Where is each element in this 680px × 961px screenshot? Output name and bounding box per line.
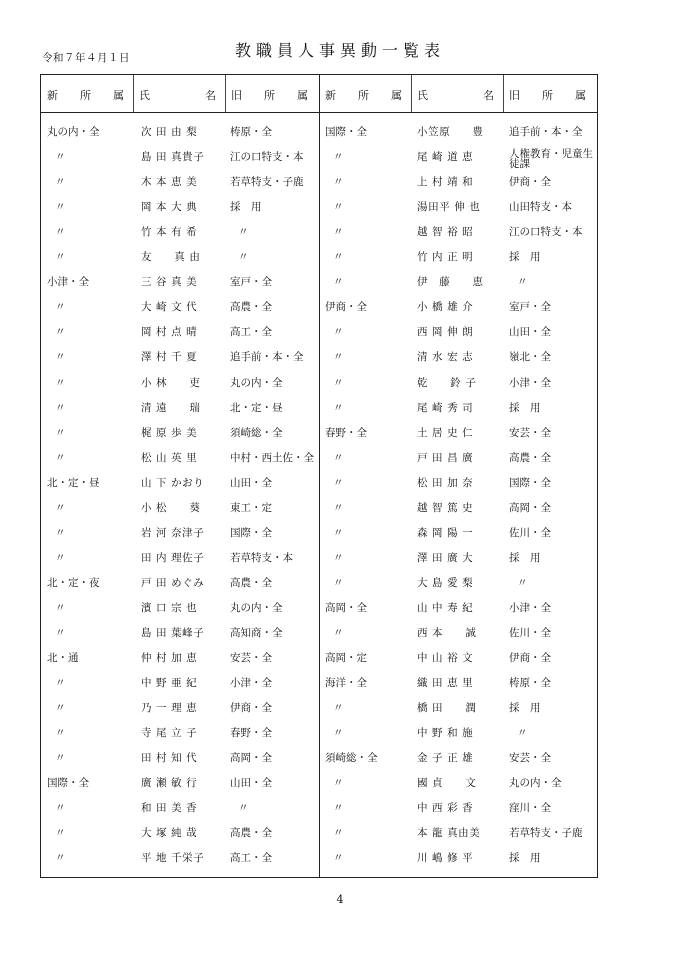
left-old-post: 東工・定 [230, 501, 272, 514]
left-old-post: 室戸・全 [230, 276, 272, 289]
left-new-post: 〃 [55, 802, 66, 815]
left-old-post: 追手前・本・全 [230, 351, 304, 364]
right-old-post: 嶺北・全 [509, 351, 551, 364]
left-old-post: 須崎総・全 [230, 426, 283, 439]
table-row [41, 326, 597, 351]
left-new-post: 国際・全 [47, 777, 89, 790]
right-new-post: 〃 [333, 451, 344, 464]
right-new-post: 〃 [333, 151, 344, 164]
left-new-post: 北・通 [47, 652, 79, 665]
left-name: 寺 尾 立 子 [141, 727, 198, 740]
left-name: 三 谷 真 美 [141, 276, 198, 289]
table-row [41, 276, 597, 301]
left-name: 島 田 葉峰子 [141, 627, 205, 639]
right-name: 竹 内 正 明 [417, 251, 474, 264]
header-separator [133, 75, 134, 112]
left-old-post: 高工・全 [230, 326, 272, 339]
right-old-post: 高岡・全 [509, 501, 551, 514]
right-name: 越 智 篤 史 [417, 501, 474, 514]
left-name: 大 塚 純 哉 [141, 827, 198, 840]
left-old-post: 若草特支・本 [230, 551, 293, 564]
right-old-post: 国際・全 [509, 476, 551, 489]
right-old-post: 佐川・全 [509, 627, 551, 639]
left-name: 乃 一 理 恵 [141, 702, 198, 715]
right-old-post: 〃 [517, 576, 528, 589]
left-name: 岡 村 点 晴 [141, 326, 198, 339]
right-name: 松 田 加 奈 [417, 476, 474, 489]
left-old-post: 春野・全 [230, 727, 272, 740]
left-new-post: 〃 [55, 226, 66, 239]
right-old-post: 追手前・本・全 [509, 126, 583, 138]
right-old-post: 安芸・全 [509, 426, 551, 439]
right-new-post: 須崎総・全 [325, 752, 378, 765]
right-new-post: 〃 [333, 376, 344, 389]
header-rule [41, 112, 597, 113]
right-name: 乾 鈴 子 [417, 376, 477, 389]
header-name-left: 氏 名 [139, 89, 216, 102]
table-row [41, 377, 597, 402]
right-new-post: 〃 [333, 627, 344, 639]
right-new-post: 〃 [333, 176, 344, 189]
right-new-post: 〃 [333, 351, 344, 364]
right-new-post: 高岡・全 [325, 601, 367, 614]
header-old-post-right: 旧 所 属 [509, 89, 586, 102]
left-old-post: 江の口特支・本 [230, 151, 304, 164]
right-old-post: 梼原・全 [509, 677, 551, 690]
right-old-post: 採 用 [509, 852, 541, 865]
right-old-post: 安芸・全 [509, 752, 551, 765]
left-name: 濱 口 宗 也 [141, 601, 198, 614]
left-new-post: 〃 [55, 702, 66, 715]
right-old-post: 山田特支・本 [509, 201, 572, 214]
right-new-post: 〃 [333, 852, 344, 865]
right-old-post: 高農・全 [509, 451, 551, 464]
header-separator [411, 75, 412, 112]
header-separator [225, 75, 226, 112]
right-old-post: 江の口特支・本 [509, 226, 583, 239]
right-new-post: 〃 [333, 576, 344, 589]
left-new-post: 小津・全 [47, 276, 89, 289]
left-old-post: 丸の内・全 [230, 376, 283, 389]
right-new-post: 〃 [333, 276, 344, 289]
right-name: 中 山 裕 文 [417, 652, 474, 665]
right-new-post: 〃 [333, 476, 344, 489]
right-old-post: 小津・全 [509, 601, 551, 614]
right-new-post: 〃 [333, 226, 344, 239]
right-name: 湯田平 伸 也 [417, 201, 481, 214]
right-name: 金 子 正 雄 [417, 752, 474, 765]
left-name: 木 本 恵 美 [141, 176, 198, 189]
right-old-post: 伊商・全 [509, 652, 551, 665]
table-row [41, 351, 597, 376]
right-name: 越 智 裕 昭 [417, 226, 474, 239]
left-old-post: 高農・全 [230, 301, 272, 314]
left-new-post: 〃 [55, 426, 66, 439]
page-number: 4 [336, 893, 344, 906]
right-new-post: 〃 [333, 727, 344, 740]
right-new-post: 〃 [333, 777, 344, 790]
table-row [41, 502, 597, 527]
left-name: 竹 本 有 希 [141, 226, 198, 239]
right-old-post: 佐川・全 [509, 526, 551, 539]
right-name: 土 居 史 仁 [417, 426, 474, 439]
right-old-post: 伊商・全 [509, 176, 551, 189]
left-new-post: 〃 [55, 351, 66, 364]
right-name: 尾 崎 秀 司 [417, 401, 474, 414]
table-row [41, 677, 597, 702]
right-new-post: 高岡・定 [325, 652, 367, 665]
left-new-post: 〃 [55, 551, 66, 564]
left-name: 次 田 由 梨 [141, 126, 198, 138]
left-new-post: 北・定・昼 [47, 476, 100, 489]
right-name: 中 西 彩 香 [417, 802, 474, 815]
left-name: 平 地 千栄子 [141, 852, 205, 865]
left-old-post: 山田・全 [230, 777, 272, 790]
left-new-post: 〃 [55, 151, 66, 164]
table-row [41, 251, 597, 276]
right-name: 西 本 誠 [417, 627, 477, 639]
header-old-post-left: 旧 所 属 [231, 89, 308, 102]
header-new-post-right: 新 所 属 [325, 89, 402, 102]
table-row [41, 201, 597, 226]
table-row [41, 852, 597, 877]
left-old-post: 中村・西土佐・全 [230, 451, 314, 464]
left-old-post: 高農・全 [230, 576, 272, 589]
left-new-post: 〃 [55, 201, 66, 214]
left-new-post: 〃 [55, 301, 66, 314]
right-new-post: 〃 [333, 201, 344, 214]
left-old-post: 高岡・全 [230, 752, 272, 765]
left-name: 中 野 亜 紀 [141, 677, 198, 690]
right-old-post: 採 用 [509, 551, 541, 564]
left-old-post: 小津・全 [230, 677, 272, 690]
right-new-post: 〃 [333, 526, 344, 539]
left-new-post: 〃 [55, 727, 66, 740]
left-new-post: 〃 [55, 852, 66, 865]
right-old-post: 窪川・全 [509, 802, 551, 815]
right-new-post: 〃 [333, 326, 344, 339]
left-name: 仲 村 加 恵 [141, 652, 198, 665]
left-old-post: 伊商・全 [230, 702, 272, 715]
right-new-post: 〃 [333, 501, 344, 514]
left-name: 島 田 真貴子 [141, 151, 205, 164]
right-old-post: 若草特支・子鹿 [509, 827, 583, 840]
table-row [41, 802, 597, 827]
left-old-post: 梼原・全 [230, 126, 272, 138]
left-new-post: 〃 [55, 627, 66, 639]
right-name: 山 中 寿 紀 [417, 601, 474, 614]
left-name: 岡 本 大 典 [141, 201, 198, 214]
table-row [41, 627, 597, 652]
header-separator [503, 75, 504, 112]
table-row [41, 477, 597, 502]
left-new-post: 〃 [55, 376, 66, 389]
left-old-post: 国際・全 [230, 526, 272, 539]
right-name: 小笠原 豊 [417, 126, 484, 138]
header-new-post-left: 新 所 属 [47, 89, 124, 102]
right-old-post: 採 用 [509, 702, 541, 715]
left-new-post: 〃 [55, 176, 66, 189]
right-name: 西 岡 伸 朗 [417, 326, 474, 339]
table-row [41, 552, 597, 577]
left-name: 和 田 美 香 [141, 802, 198, 815]
table-row [41, 226, 597, 251]
left-old-post: 若草特支・子鹿 [230, 176, 304, 189]
left-new-post: 〃 [55, 601, 66, 614]
right-name: 川 嶋 修 平 [417, 852, 474, 865]
table-row [41, 402, 597, 427]
right-name: 本 龍 真由美 [417, 827, 481, 840]
right-old-post: 山田・全 [509, 326, 551, 339]
document-date: 令和７年４月１日 [42, 52, 130, 64]
left-new-post: 〃 [55, 677, 66, 690]
table-row [41, 602, 597, 627]
left-name: 山 下 かおり [141, 476, 205, 489]
table-row [41, 827, 597, 852]
left-old-post: 丸の内・全 [230, 601, 283, 614]
table-row [41, 527, 597, 552]
table-row [41, 176, 597, 201]
left-old-post: 採 用 [230, 201, 262, 214]
table-row [41, 752, 597, 777]
transfer-table [40, 74, 598, 878]
table-row [41, 427, 597, 452]
right-old-post: 〃 [517, 276, 528, 289]
left-new-post: 〃 [55, 526, 66, 539]
right-old-post: 人権教育・児童生徒課 [509, 148, 593, 171]
header-name-right: 氏 名 [417, 89, 494, 102]
right-name: 森 岡 陽 一 [417, 526, 474, 539]
right-old-post: 小津・全 [509, 376, 551, 389]
right-new-post: 〃 [333, 802, 344, 815]
left-new-post: 〃 [55, 251, 66, 264]
left-name: 清 遠 瑞 [141, 401, 201, 414]
right-name: 中 野 和 施 [417, 727, 474, 740]
left-old-post: 山田・全 [230, 476, 272, 489]
left-name: 松 山 英 里 [141, 451, 198, 464]
right-name: 小 橋 雄 介 [417, 301, 474, 314]
left-name: 廣 瀬 敏 行 [141, 777, 198, 790]
right-name: 戸 田 昌 廣 [417, 451, 474, 464]
left-new-post: 〃 [55, 401, 66, 414]
table-row [41, 652, 597, 677]
left-new-post: 〃 [55, 752, 66, 765]
right-new-post: 春野・全 [325, 426, 367, 439]
left-name: 友 真 由 [141, 251, 201, 264]
left-name: 小 松 葵 [141, 501, 201, 514]
table-row [41, 777, 597, 802]
right-new-post: 〃 [333, 702, 344, 715]
right-name: 國 貞 文 [417, 777, 477, 790]
right-old-post: 採 用 [509, 251, 541, 264]
right-old-post: 〃 [517, 727, 528, 740]
right-name: 織 田 恵 里 [417, 677, 474, 690]
right-name: 澤 田 廣 大 [417, 551, 474, 564]
left-name: 澤 村 千 夏 [141, 351, 198, 364]
left-new-post: 〃 [55, 501, 66, 514]
left-new-post: 〃 [55, 326, 66, 339]
left-name: 田 村 知 代 [141, 752, 198, 765]
table-row [41, 727, 597, 752]
right-new-post: 伊商・全 [325, 301, 367, 314]
right-old-post: 室戸・全 [509, 301, 551, 314]
table-row [41, 301, 597, 326]
left-old-post: 高農・全 [230, 827, 272, 840]
right-name: 伊 藤 恵 [417, 276, 484, 289]
left-name: 戸 田 めぐみ [141, 576, 205, 589]
right-old-post: 採 用 [509, 401, 541, 414]
right-name: 清 水 宏 志 [417, 351, 474, 364]
left-old-post: 〃 [238, 226, 249, 239]
right-name: 尾 崎 道 恵 [417, 151, 474, 164]
right-new-post: 〃 [333, 827, 344, 840]
right-new-post: 海洋・全 [325, 677, 367, 690]
left-new-post: 〃 [55, 827, 66, 840]
right-name: 橋 田 潤 [417, 702, 477, 715]
left-name: 岩 河 奈津子 [141, 526, 205, 539]
right-new-post: 〃 [333, 551, 344, 564]
left-new-post: 丸の内・全 [47, 126, 100, 138]
right-old-post: 丸の内・全 [509, 777, 562, 790]
right-new-post: 〃 [333, 401, 344, 414]
left-old-post: 高知商・全 [230, 627, 283, 639]
left-new-post: 〃 [55, 451, 66, 464]
table-row [41, 702, 597, 727]
right-new-post: 国際・全 [325, 126, 367, 138]
document-title: 教職員人事異動一覧表 [234, 41, 445, 60]
left-name: 田 内 理佐子 [141, 551, 205, 564]
right-new-post: 〃 [333, 251, 344, 264]
left-old-post: 安芸・全 [230, 652, 272, 665]
left-name: 大 崎 文 代 [141, 301, 198, 314]
left-name: 小 林 吏 [141, 376, 201, 389]
left-old-post: 高工・全 [230, 852, 272, 865]
right-name: 大 島 愛 梨 [417, 576, 474, 589]
left-old-post: 〃 [238, 251, 249, 264]
left-old-post: 〃 [238, 802, 249, 815]
left-old-post: 北・定・昼 [230, 401, 283, 414]
table-row [41, 452, 597, 477]
left-new-post: 北・定・夜 [47, 576, 100, 589]
table-row [41, 577, 597, 602]
right-name: 上 村 靖 和 [417, 176, 474, 189]
table-row [41, 148, 597, 176]
left-name: 梶 原 歩 美 [141, 426, 198, 439]
